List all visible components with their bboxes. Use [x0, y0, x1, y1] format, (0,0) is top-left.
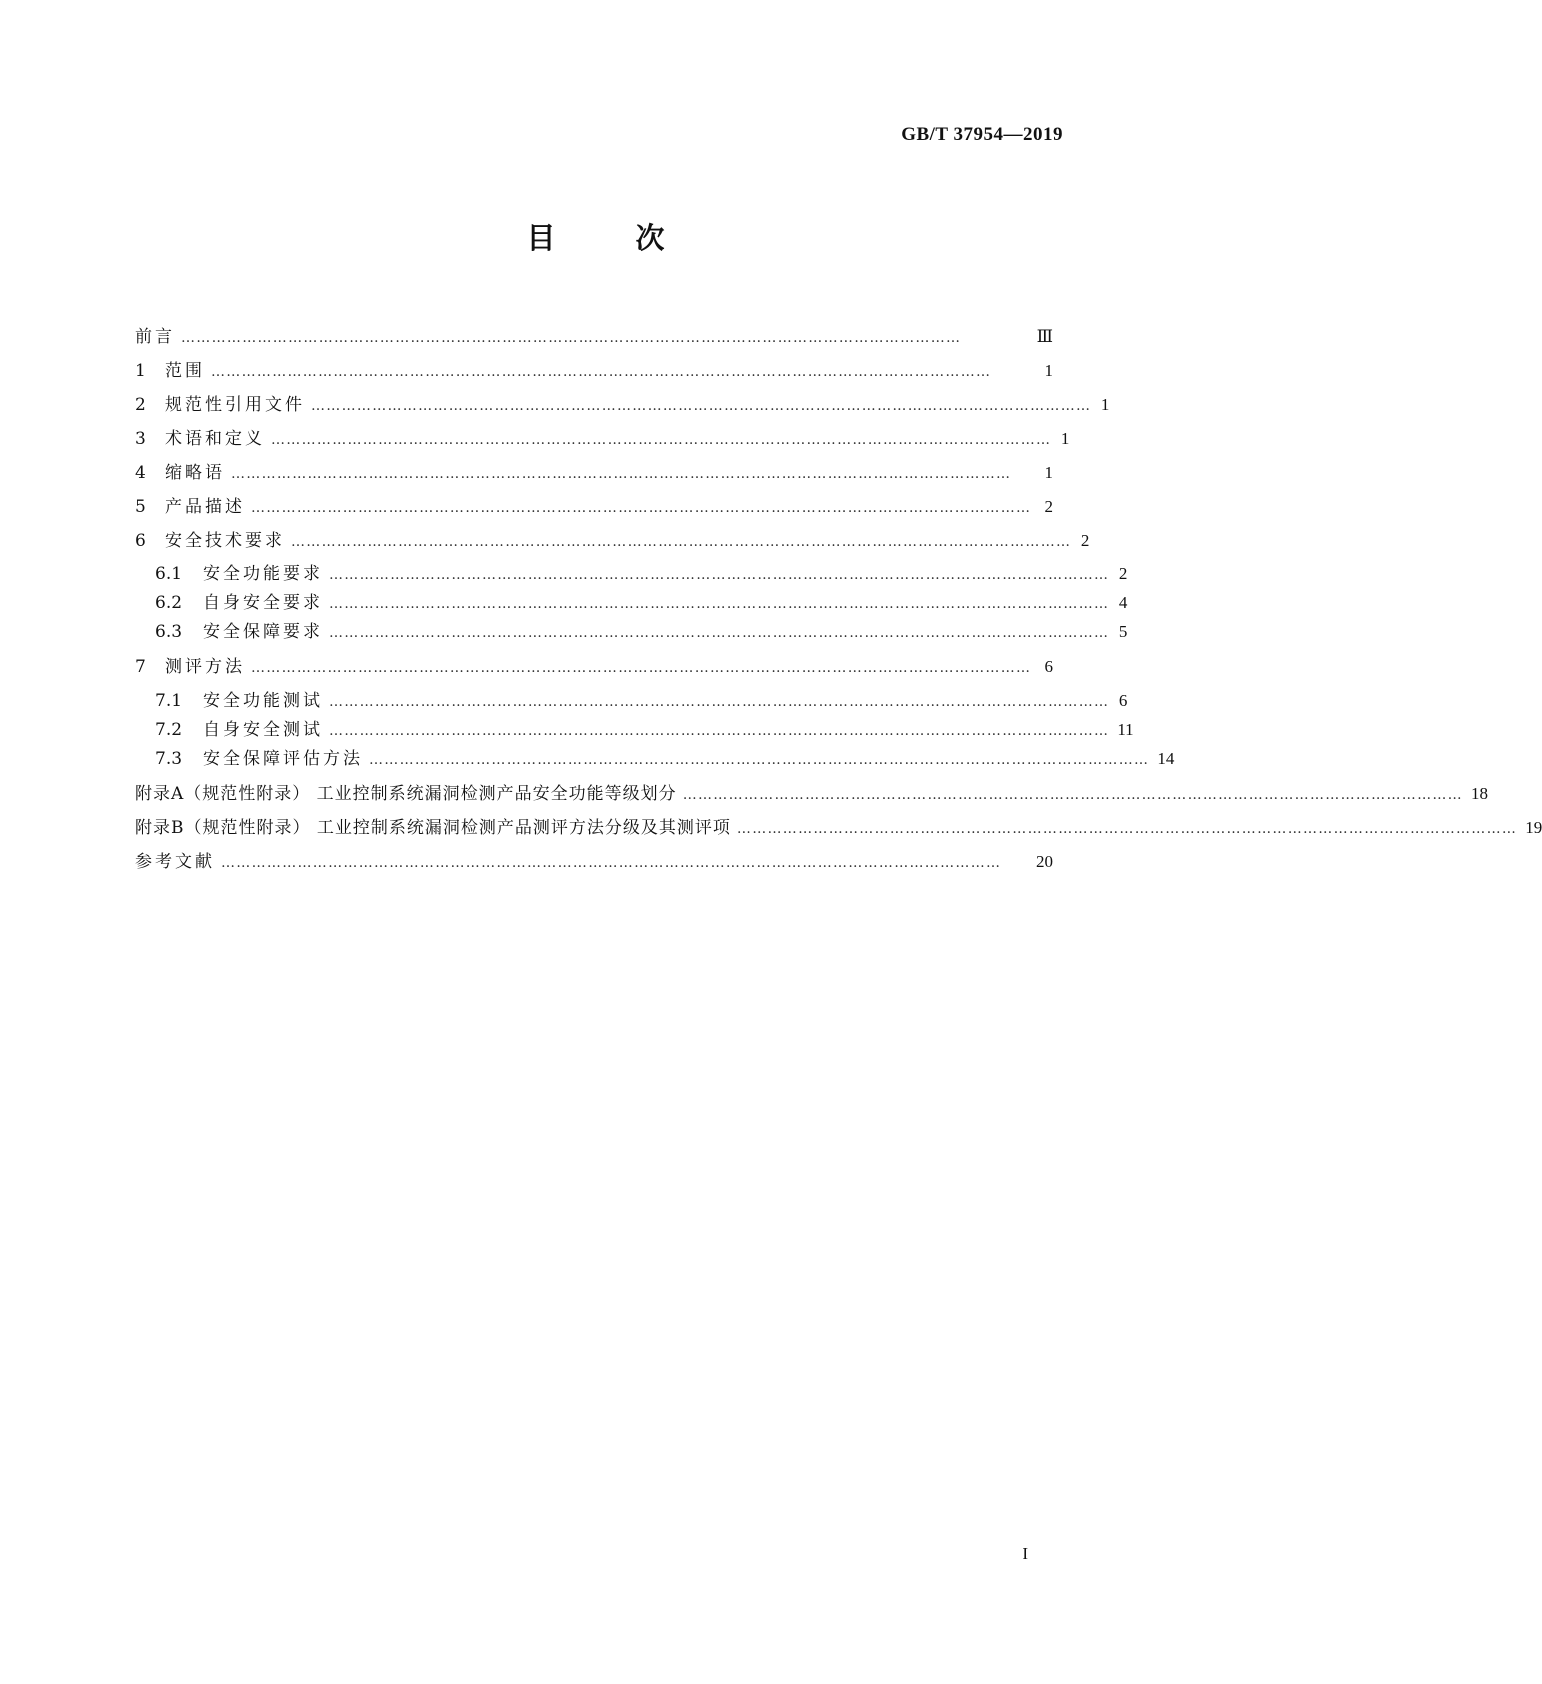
- toc-entry-number: 7.3: [155, 749, 183, 769]
- toc-entry-5[interactable]: [135, 495, 1053, 519]
- toc-entry-label: 安全技术要求: [165, 531, 285, 551]
- toc-entry-page: 20: [1036, 852, 1053, 871]
- toc-entry-label: 安全保障要求: [203, 622, 323, 642]
- toc-entry-label: 参考文献: [135, 852, 215, 872]
- toc-entry-page: 1: [1060, 429, 1070, 448]
- toc-entry-label: 安全保障评估方法: [203, 749, 363, 769]
- toc-entry-label: 测评方法: [165, 657, 245, 677]
- toc-entry-page: Ⅲ: [1036, 327, 1053, 346]
- toc-entry-page: 14: [1157, 749, 1175, 768]
- toc-entry-page: 1: [1100, 395, 1110, 414]
- toc-entry-1[interactable]: [135, 359, 1053, 383]
- toc-entry-6[interactable]: [135, 529, 1090, 553]
- toc-leader-dots: ………………………………………………………………………………………………………………………………………: [251, 660, 1032, 676]
- toc-entry-number: 2: [135, 395, 146, 415]
- toc-entry-number: 5: [135, 497, 146, 517]
- toc-entry-number: 7.1: [155, 691, 183, 711]
- toc-leader-dots: ………………………………………………………………………………………………………………………………………: [271, 432, 1052, 448]
- toc-entry-page: 18: [1471, 784, 1488, 803]
- toc-entry-label: 范围: [165, 361, 205, 381]
- toc-leader-dots: ………………………………………………………………………………………………………………………………………: [291, 534, 1072, 550]
- toc-entry-number: 4: [135, 463, 146, 483]
- toc-entry-page: 1: [1044, 463, 1053, 482]
- toc-entry-label: 附录B（规范性附录） 工业控制系统漏洞检测产品测评方法分级及其测评项: [135, 818, 731, 838]
- toc-leader-dots: ………………………………………………………………………………………………………………………………………: [329, 694, 1110, 710]
- toc-entry-bibliography[interactable]: [135, 850, 1053, 874]
- toc-entry-7-2[interactable]: [155, 718, 1134, 742]
- toc-entry-label: 自身安全测试: [203, 720, 323, 740]
- toc-leader-dots: ………………………………………………………………………………………………………………………………………: [369, 752, 1150, 768]
- toc-entry-label: 规范性引用文件: [165, 395, 305, 415]
- toc-leader-dots: ………………………………………………………………………………………………………………………………………: [329, 723, 1110, 739]
- toc-leader-dots: ………………………………………………………………………………………………………………………………………: [311, 398, 1092, 414]
- toc-entry-label: 自身安全要求: [203, 593, 323, 613]
- toc-entry-6-3[interactable]: [155, 620, 1128, 644]
- toc-title: [0, 221, 1191, 255]
- toc-entry-number: 6: [135, 531, 146, 551]
- toc-entry-page: 6: [1118, 691, 1128, 710]
- toc-entry-label: 缩略语: [165, 463, 225, 483]
- toc-entry-page: 2: [1044, 497, 1053, 516]
- toc-entry-label: 术语和定义: [165, 429, 265, 449]
- toc-entry-page: 6: [1044, 657, 1053, 676]
- toc-entry-page: 1: [1044, 361, 1053, 380]
- toc-entry-page: 11: [1117, 720, 1134, 739]
- toc-leader-dots: ………………………………………………………………………………………………………………………………………: [329, 567, 1110, 583]
- toc-entry-label: 附录A（规范性附录） 工业控制系统漏洞检测产品安全功能等级划分: [135, 784, 677, 804]
- toc-leader-dots: ………………………………………………………………………………………………………………………………………: [251, 500, 1032, 516]
- toc-entry-page: 5: [1118, 622, 1128, 641]
- page-number: I: [1022, 1544, 1028, 1563]
- toc-entry-label: 前言: [135, 327, 175, 347]
- toc-entry-page: 2: [1080, 531, 1090, 550]
- toc-entry-number: 6.3: [155, 622, 183, 642]
- toc-leader-dots: ………………………………………………………………………………………………………………………………………: [221, 855, 1002, 871]
- toc-entry-number: 7.2: [155, 720, 183, 740]
- toc-entry-7-3[interactable]: [155, 747, 1175, 771]
- toc-entry-number: 1: [135, 361, 146, 381]
- toc-title-char-1: 目: [526, 221, 556, 255]
- toc-leader-dots: ………………………………………………………………………………………………………………………………………: [231, 466, 1012, 482]
- toc-leader-dots: ………………………………………………………………………………………………………………………………………: [736, 821, 1518, 837]
- toc-entry-6-2[interactable]: [155, 591, 1128, 615]
- toc-leader-dots: ………………………………………………………………………………………………………………………………………: [329, 625, 1110, 641]
- toc-entry-page: 19: [1525, 818, 1542, 837]
- toc-entry-page: 2: [1118, 564, 1128, 583]
- toc-entry-label: 产品描述: [165, 497, 245, 517]
- document-code: GB/T 37954—2019: [901, 124, 1063, 145]
- toc-leader-dots: ………………………………………………………………………………………………………………………………………: [211, 364, 992, 380]
- toc-entry-number: 6.2: [155, 593, 183, 613]
- toc-entry-number: 6.1: [155, 564, 183, 584]
- toc-entry-7-1[interactable]: [155, 689, 1128, 713]
- toc-leader-dots: ………………………………………………………………………………………………………………………………………: [682, 787, 1463, 803]
- toc-entry-4[interactable]: [135, 461, 1053, 485]
- toc-entry-number: 7: [135, 657, 146, 677]
- toc-entry-label: 安全功能要求: [203, 564, 323, 584]
- toc-entry-6-1[interactable]: [155, 562, 1128, 586]
- toc-entry-foreword[interactable]: [135, 325, 1053, 349]
- toc-entry-annex-b[interactable]: [135, 816, 1542, 840]
- toc-leader-dots: ………………………………………………………………………………………………………………………………………: [181, 330, 962, 346]
- toc-entry-page: 4: [1118, 593, 1128, 612]
- toc-title-char-2: 次: [635, 221, 665, 255]
- toc-entry-number: 3: [135, 429, 146, 449]
- toc-entry-7[interactable]: [135, 655, 1053, 679]
- toc-entry-annex-a[interactable]: [135, 782, 1488, 806]
- toc-leader-dots: ………………………………………………………………………………………………………………………………………: [329, 596, 1110, 612]
- toc-entry-2[interactable]: [135, 393, 1110, 417]
- toc-entry-label: 安全功能测试: [203, 691, 323, 711]
- toc-entry-3[interactable]: [135, 427, 1070, 451]
